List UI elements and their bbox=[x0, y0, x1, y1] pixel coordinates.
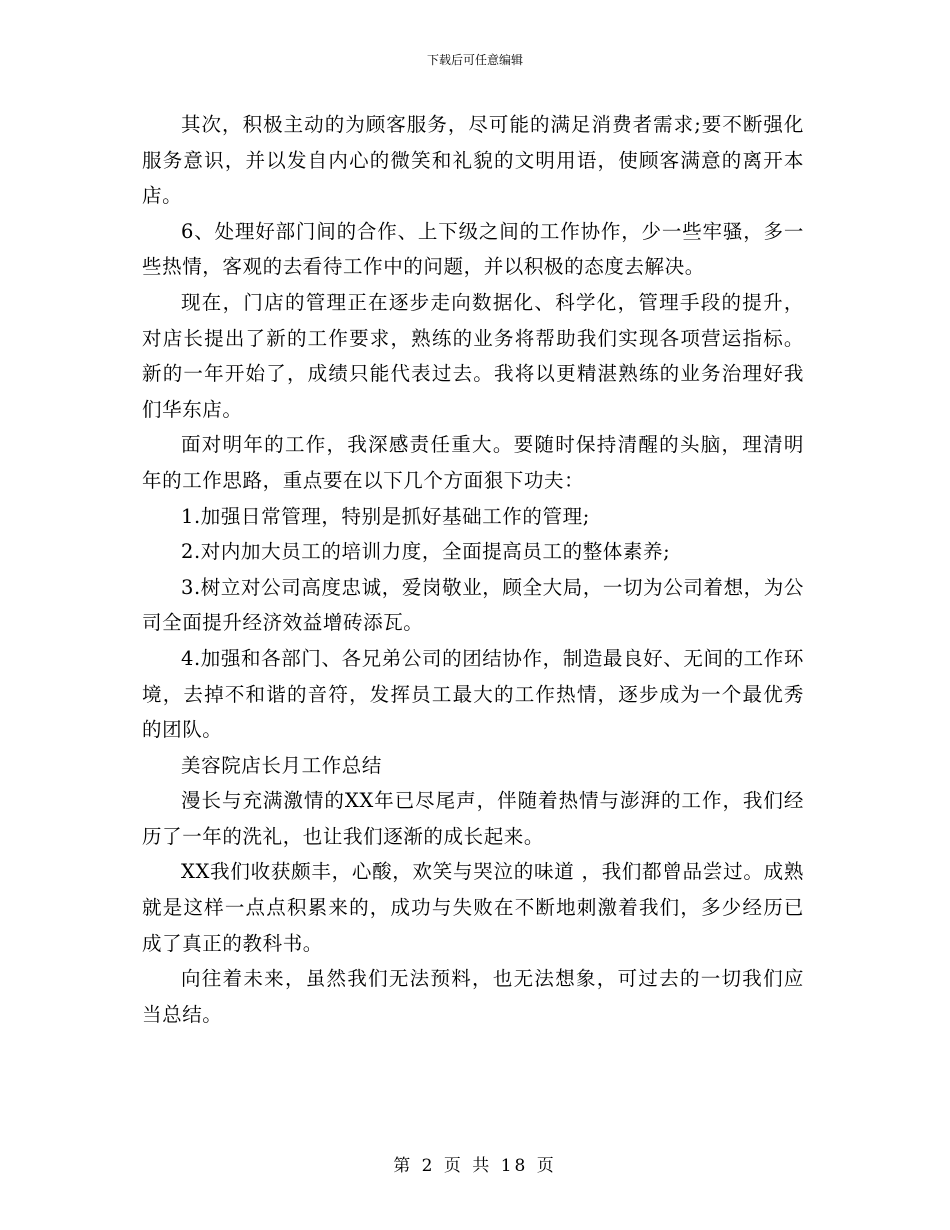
paragraph: 向往着未来，虽然我们无法预料，也无法想象，可过去的一切我们应当总结。 bbox=[142, 967, 804, 1026]
list-item: 3.树立对公司高度忠诚，爱岗敬业，顾全大局，一切为公司着想，为公司全面提升经济效益增砖添瓦。 bbox=[142, 575, 804, 635]
paragraph: 面对明年的工作，我深感责任重大。要随时保持清醒的头脑，理清明年的工作思路，重点要在以下几个方面狠下功夫： bbox=[142, 433, 804, 492]
paragraph: 6、处理好部门间的合作、上下级之间的工作协作，少一些牢骚，多一些热情，客观的去看待工作中的问题，并以积极的态度去解决。 bbox=[142, 219, 804, 279]
paragraph: 漫长与充满激情的XX年已尽尾声，伴随着热情与澎湃的工作，我们经历了一年的洗礼，也让我们逐渐的成长起来。 bbox=[142, 789, 804, 848]
paragraph: 其次，积极主动的为顾客服务，尽可能的满足消费者需求;要不断强化服务意识，并以发自内心的微笑和礼貌的文明用语，使顾客满意的离开本店。 bbox=[142, 113, 804, 208]
page-number: 第 2 页 共 18 页 bbox=[393, 1156, 557, 1176]
section-title: 美容院店长月工作总结 bbox=[181, 753, 383, 777]
list-item: 2.对内加大员工的培训力度，全面提高员工的整体素养; bbox=[181, 540, 671, 564]
document-body bbox=[142, 107, 804, 1032]
page-header: 下载后可任意编辑 bbox=[426, 53, 523, 67]
paragraph: 现在，门店的管理正在逐步走向数据化、科学化，管理手段的提升，对店长提出了新的工作要求，熟练的业务将帮助我们实现各项营运指标。新的一年开始了，成绩只能代表过去。我将以更精湛熟练的业务治理好我们华东店。 bbox=[142, 290, 804, 421]
paragraph: XX我们收获颇丰，心酸，欢笑与哭泣的味道 ，我们都曾品尝过。成熟就是这样一点点积累来的，成功与失败在不断地刺激着我们，多少经历已成了真正的教科书。 bbox=[142, 860, 804, 955]
list-item: 1.加强日常管理，特别是抓好基础工作的管理; bbox=[181, 504, 590, 528]
list-item: 4.加强和各部门、各兄弟公司的团结协作，制造最良好、无间的工作环境，去掉不和谐的音符，发挥员工最大的工作热情，逐步成为一个最优秀的团队。 bbox=[142, 646, 804, 742]
